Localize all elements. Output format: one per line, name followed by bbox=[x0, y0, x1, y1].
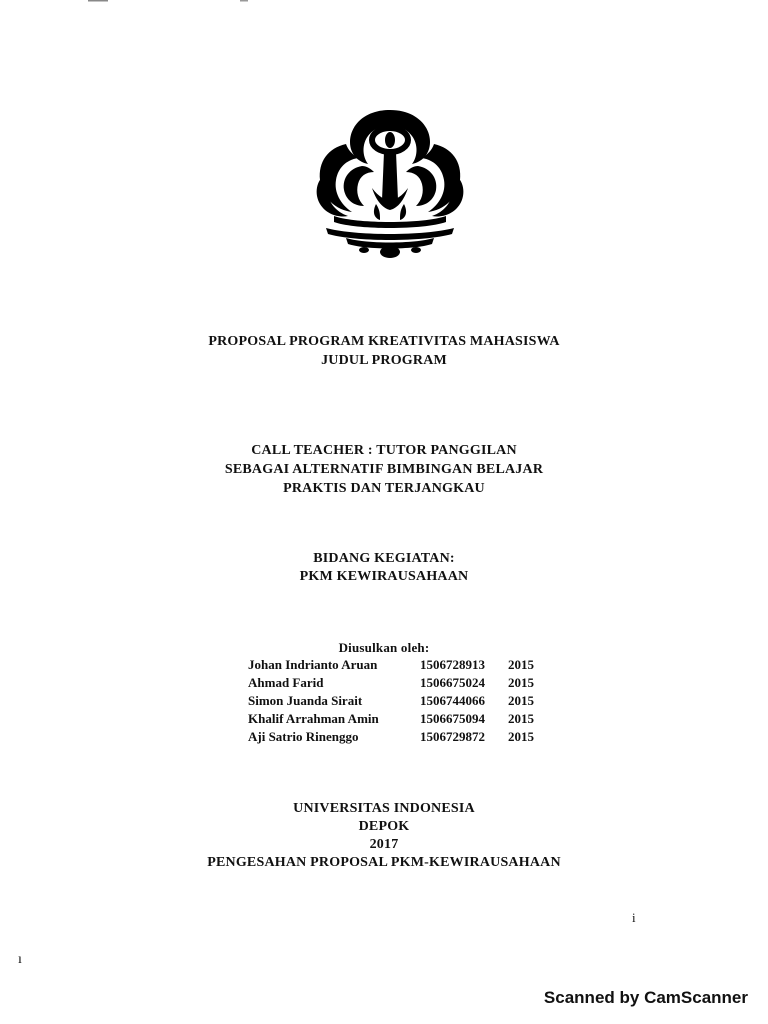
proposal-title-line2: JUDUL PROGRAM bbox=[321, 353, 447, 368]
proposer-nim: 1506744066 bbox=[420, 693, 485, 708]
university-logo-icon bbox=[306, 104, 474, 260]
proposer-year: 2015 bbox=[508, 675, 534, 690]
proposer-row bbox=[248, 674, 548, 692]
proposer-nim: 1506675094 bbox=[420, 711, 485, 726]
proposer-name: Ahmad Farid bbox=[248, 675, 324, 690]
proposer-row bbox=[248, 692, 548, 710]
proposers-heading: Diusulkan oleh: bbox=[338, 640, 430, 655]
scan-edge-mark: ı bbox=[18, 952, 22, 967]
field-value: PKM KEWIRAUSAHAAN bbox=[299, 569, 469, 584]
proposer-name: Aji Satrio Rinenggo bbox=[248, 729, 359, 744]
institution-year: 2017 bbox=[369, 837, 399, 852]
program-title-line2: SEBAGAI ALTERNATIF BIMBINGAN BELAJAR bbox=[224, 462, 544, 477]
proposer-year: 2015 bbox=[508, 693, 534, 708]
field-label: BIDANG KEGIATAN: bbox=[313, 551, 455, 566]
page-number: i bbox=[632, 910, 636, 925]
program-title-line3: PRAKTIS DAN TERJANGKAU bbox=[283, 481, 485, 496]
proposer-year: 2015 bbox=[508, 711, 534, 726]
proposer-nim: 1506675024 bbox=[420, 675, 485, 690]
proposer-name: Johan Indrianto Aruan bbox=[248, 657, 378, 672]
scan-specks bbox=[80, 0, 280, 4]
proposer-row bbox=[248, 656, 548, 674]
proposer-row bbox=[248, 728, 548, 746]
program-title-line1: CALL TEACHER : TUTOR PANGGILAN bbox=[251, 443, 517, 458]
proposer-year: 2015 bbox=[508, 657, 534, 672]
proposal-title-line1: PROPOSAL PROGRAM KREATIVITAS MAHASISWA bbox=[208, 334, 560, 349]
proposer-nim: 1506729872 bbox=[420, 729, 485, 744]
proposer-year: 2015 bbox=[508, 729, 534, 744]
camscanner-watermark: Scanned by CamScanner bbox=[543, 988, 748, 1007]
institution-city: DEPOK bbox=[358, 819, 410, 834]
proposer-name: Khalif Arrahman Amin bbox=[248, 711, 379, 726]
proposers-list bbox=[248, 656, 548, 746]
proposer-nim: 1506728913 bbox=[420, 657, 485, 672]
proposer-name: Simon Juanda Sirait bbox=[248, 693, 363, 708]
approval-heading: PENGESAHAN PROPOSAL PKM-KEWIRAUSAHAAN bbox=[207, 855, 561, 870]
institution-name: UNIVERSITAS INDONESIA bbox=[293, 801, 475, 816]
proposer-row bbox=[248, 710, 548, 728]
